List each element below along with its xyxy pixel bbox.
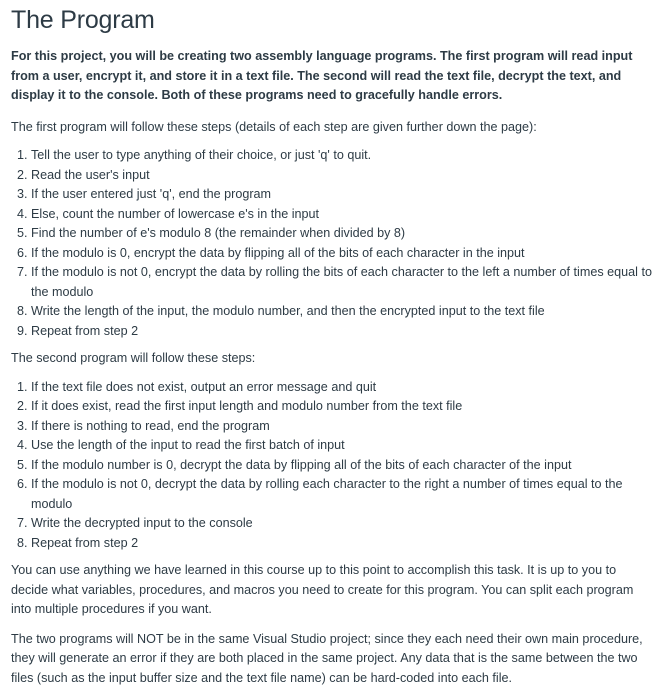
first-program-steps (11, 146, 654, 341)
list-item: 8. Write the length of the input, the modulo number, and then the encrypted input to the text file (31, 302, 654, 322)
list-item: 7. Write the decrypted input to the console (31, 514, 654, 534)
page-title: The Program (11, 6, 155, 34)
list-item: 6. If the modulo is 0, encrypt the data by flipping all of the bits of each character in the input (31, 244, 654, 264)
second-program-lead: The second program will follow these steps: (11, 351, 256, 365)
list-item: 5. Find the number of e's modulo 8 (the remainder when divided by 8) (31, 224, 654, 244)
list-item: 4. Use the length of the input to read the first batch of input (31, 436, 654, 456)
list-item: 4. Else, count the number of lowercase e's in the input (31, 205, 654, 225)
list-item: 1. If the text file does not exist, output an error message and quit (31, 378, 654, 398)
list-item: 9. Repeat from step 2 (31, 322, 654, 342)
list-item: 5. If the modulo number is 0, decrypt the data by flipping all of the bits of each character of the input (31, 456, 654, 476)
closing-paragraph-2: The two programs will NOT be in the same Visual Studio project; since they each need their own main procedure, they will generate an error if they are both placed in the same project. Any data that is the same between the two files (such as the input buffer size and the text file name) can be hard-coded into each file. (11, 631, 643, 685)
list-item: 8. Repeat from step 2 (31, 534, 654, 554)
closing-paragraph-1: You can use anything we have learned in this course up to this point to accomplish this task. It is up to you to decide what variables, procedures, and macros you need to create for this program. You can split each program into multiple procedures if you want. (11, 563, 634, 616)
list-item: 3. If there is nothing to read, end the program (31, 417, 654, 437)
list-item: 2. Read the user's input (31, 166, 654, 186)
list-item: 2. If it does exist, read the first input length and modulo number from the text file (31, 397, 654, 417)
second-program-steps (11, 378, 654, 554)
intro-paragraph: For this project, you will be creating two assembly language programs. The first program will read input from a user, encrypt it, and store it in a text file. The second will read the text file, decrypt the text, and display it to the console. Both of these programs need to gracefully handle errors. (11, 49, 633, 102)
list-item: 7. If the modulo is not 0, encrypt the data by rolling the bits of each character to the left a number of times equal to the modulo (31, 263, 654, 302)
list-item: 3. If the user entered just 'q', end the program (31, 185, 654, 205)
first-program-lead: The first program will follow these steps (details of each step are given further down the page): (11, 119, 537, 134)
list-item: 6. If the modulo is not 0, decrypt the data by rolling each character to the right a number of times equal to the modulo (31, 475, 654, 514)
list-item: 1. Tell the user to type anything of their choice, or just 'q' to quit. (31, 146, 654, 166)
